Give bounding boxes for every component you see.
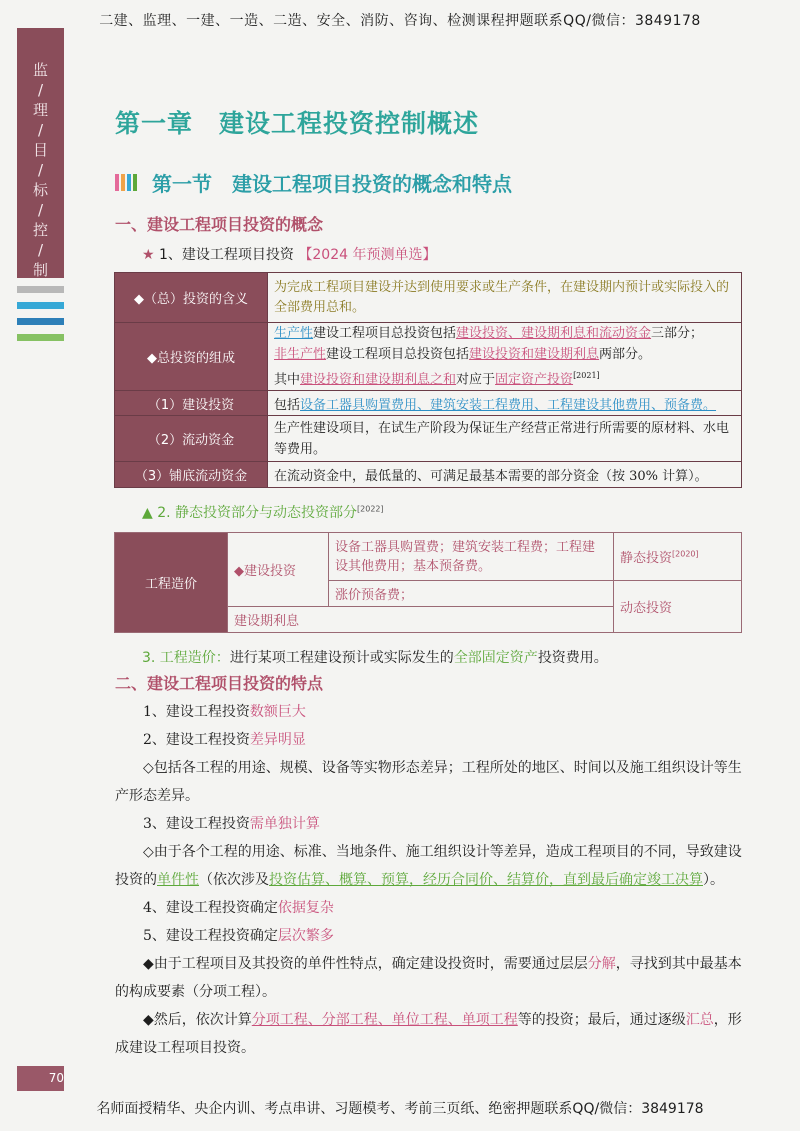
static-items: 设备工器具购置费；建筑安装工程费；工程建设其他费用；基本预备费。 (329, 533, 614, 581)
item3: 3. 工程造价：进行某项工程建设预计或实际发生的全部固定资产投资费用。 (142, 650, 608, 666)
row-content: 包括设备工器具购置费用、建筑安装工程费用、工程建设其他费用、预备费。 (268, 391, 742, 416)
static-label: 静态投资[2020] (614, 533, 742, 581)
list-item: 1、建设工程投资数额巨大 (143, 704, 306, 720)
sub-label: ◆建设投资 (228, 533, 329, 607)
sidebar-tab (17, 28, 64, 278)
page-number: 70 (17, 1066, 64, 1091)
item1 (142, 244, 436, 264)
star-icon: ★ (142, 247, 155, 263)
list-item: ◇由于各个工程的用途、标准、当地条件、施工组织设计等差异，造成工程项目的不同，导致建设投资的单件性（依次涉及投资估算、概算、预算，经历合同价、结算价，直到最后确定竣工决算）。 (115, 844, 742, 888)
row-content: 生产性建设项目，在试生产阶段为保证生产经营正常进行所需要的原材料、水电等费用。 (268, 416, 742, 462)
item2-sup: [2022] (357, 504, 384, 514)
row-label: （1）建设投资 (115, 391, 268, 416)
item2-text: ▲ 2. 静态投资部分与动态投资部分 (142, 505, 358, 521)
sidebar-stripe-darkblue (17, 318, 64, 325)
sidebar-stripe-green (17, 334, 64, 341)
dynamic-label: 动态投资 (614, 581, 742, 633)
part2-heading: 二、建设工程项目投资的特点 (115, 674, 324, 693)
sidebar-stripe-gray (17, 286, 64, 293)
table-row (115, 391, 742, 416)
list-item: ◆由于工程项目及其投资的单件性特点，确定建设投资时，需要通过层层分解，寻找到其中最基本的构成要素（分项工程）。 (115, 956, 742, 1000)
table-row (115, 462, 742, 488)
item1-tag: 【2024 年预测单选】 (298, 247, 437, 263)
sidebar-title: 监 / 理 / 目 / 标 / 控 / 制 (32, 61, 48, 279)
list-item: ◆然后，依次计算分项工程、分部工程、单位工程、单项工程等的投资；最后，通过逐级汇总，形成建设工程项目投资。 (115, 1012, 742, 1056)
investment-concept-table (114, 272, 742, 488)
row-label: ◆总投资的组成 (115, 323, 268, 391)
table-row (115, 416, 742, 462)
features-list (115, 698, 745, 1062)
part1-heading: 一、建设工程项目投资的概念 (115, 215, 324, 234)
list-item: 5、建设工程投资确定层次繁多 (143, 928, 334, 944)
main-label: 工程造价 (115, 533, 228, 633)
row-content: 生产性建设工程项目总投资包括建设投资、建设期利息和流动资金三部分； 非生产性建设工程项目总投资包括建设投资和建设期利息两部分。 其中建设投资和建设期利息之和对应于固定资产投资[2021] (268, 323, 742, 391)
item1-text: 1、建设工程项目投资 (159, 247, 294, 263)
page-header: 二建、监理、一建、一造、二造、安全、消防、咨询、检测课程押题联系QQ/微信：3849178 (99, 13, 701, 29)
dynamic-items: 涨价预备费； (329, 581, 614, 607)
row-label: ◆（总）投资的含义 (115, 273, 268, 323)
chapter-title: 第一章 建设工程投资控制概述 (115, 109, 480, 138)
page-footer: 名师面授精华、央企内训、考点串讲、习题模考、考前三页纸、绝密押题联系QQ/微信：3849178 (96, 1101, 704, 1117)
table-row (115, 323, 742, 391)
static-dynamic-table (114, 532, 742, 633)
row-label: （2）流动资金 (115, 416, 268, 462)
section-marker-icon (115, 174, 147, 191)
row-label: （3）铺底流动资金 (115, 462, 268, 488)
list-item: ◇包括各工程的用途、规模、设备等实物形态差异；工程所处的地区、时间以及施工组织设计等生产形态差异。 (115, 760, 742, 804)
list-item: 4、建设工程投资确定依据复杂 (143, 900, 334, 916)
table-row (115, 273, 742, 323)
interest-cell: 建设期利息 (228, 607, 614, 633)
list-item: 2、建设工程投资差异明显 (143, 732, 306, 748)
row-content: 在流动资金中，最低量的、可满足最基本需要的部分资金（按 30% 计算）。 (268, 462, 742, 488)
list-item: 3、建设工程投资需单独计算 (143, 816, 320, 832)
sidebar-stripe-blue (17, 302, 64, 309)
section-title: 第一节 建设工程项目投资的概念和特点 (152, 172, 512, 196)
row-content: 为完成工程项目建设并达到使用要求或生产条件，在建设期内预计或实际投入的全部费用总和。 (268, 273, 742, 323)
item2 (142, 502, 384, 522)
